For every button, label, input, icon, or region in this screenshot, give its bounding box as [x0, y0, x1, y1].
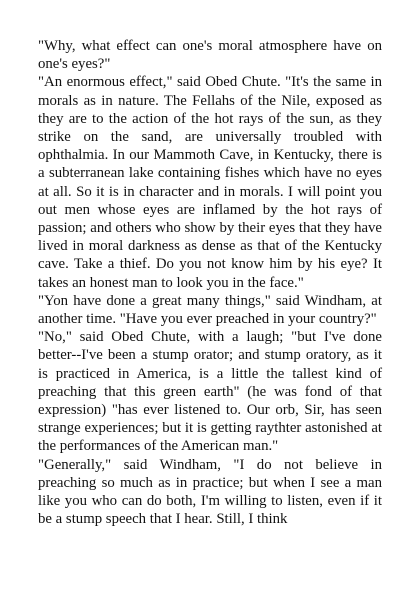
- page-text: [38, 37, 382, 528]
- paragraph-1: "Why, what effect can one's moral atmosphere have on one's eyes?": [38, 38, 382, 73]
- paragraph-4: "No," said Obed Chute, with a laugh; "but I've done better--I've been a stump orator; and stump oratory, as it is practiced in America, is a little the tallest kind of preaching that this green earth" (he was fond of that expression) "has ever listened to. Our orb, Sir, has seen strange experiences; but it is getting raythter astonished at the performances of the American man.": [38, 329, 382, 455]
- paragraph-5: "Generally," said Windham, "I do not believe in preaching so much as in practice; but when I see a man like you who can do both, I'm willing to listen, even if it be a stump speech that I hear. Still, I think: [38, 456, 382, 528]
- paragraph-3: "Yon have done a great many things," said Windham, at another time. "Have you ever preached in your country?": [38, 292, 382, 328]
- paragraph-2: "An enormous effect," said Obed Chute. "It's the same in morals as in nature. The Fellahs of the Nile, exposed as they are to the action of the hot rays of the sun, as they strike on the sand, are universally troubled with ophthalmia. In our Mammoth Cave, in Kentucky, there is a subterranean lake containing fishes which have no eyes at all. So it is in character and in morals. I will point you out men whose eyes are inflamed by the hot rays of passion; and others who show by their eyes that they have lived in moral darkness as dense as that of the Kentucky cave. Take a thief. Do you not know him by his eye? It takes an honest man to look you in the face.": [38, 74, 382, 291]
